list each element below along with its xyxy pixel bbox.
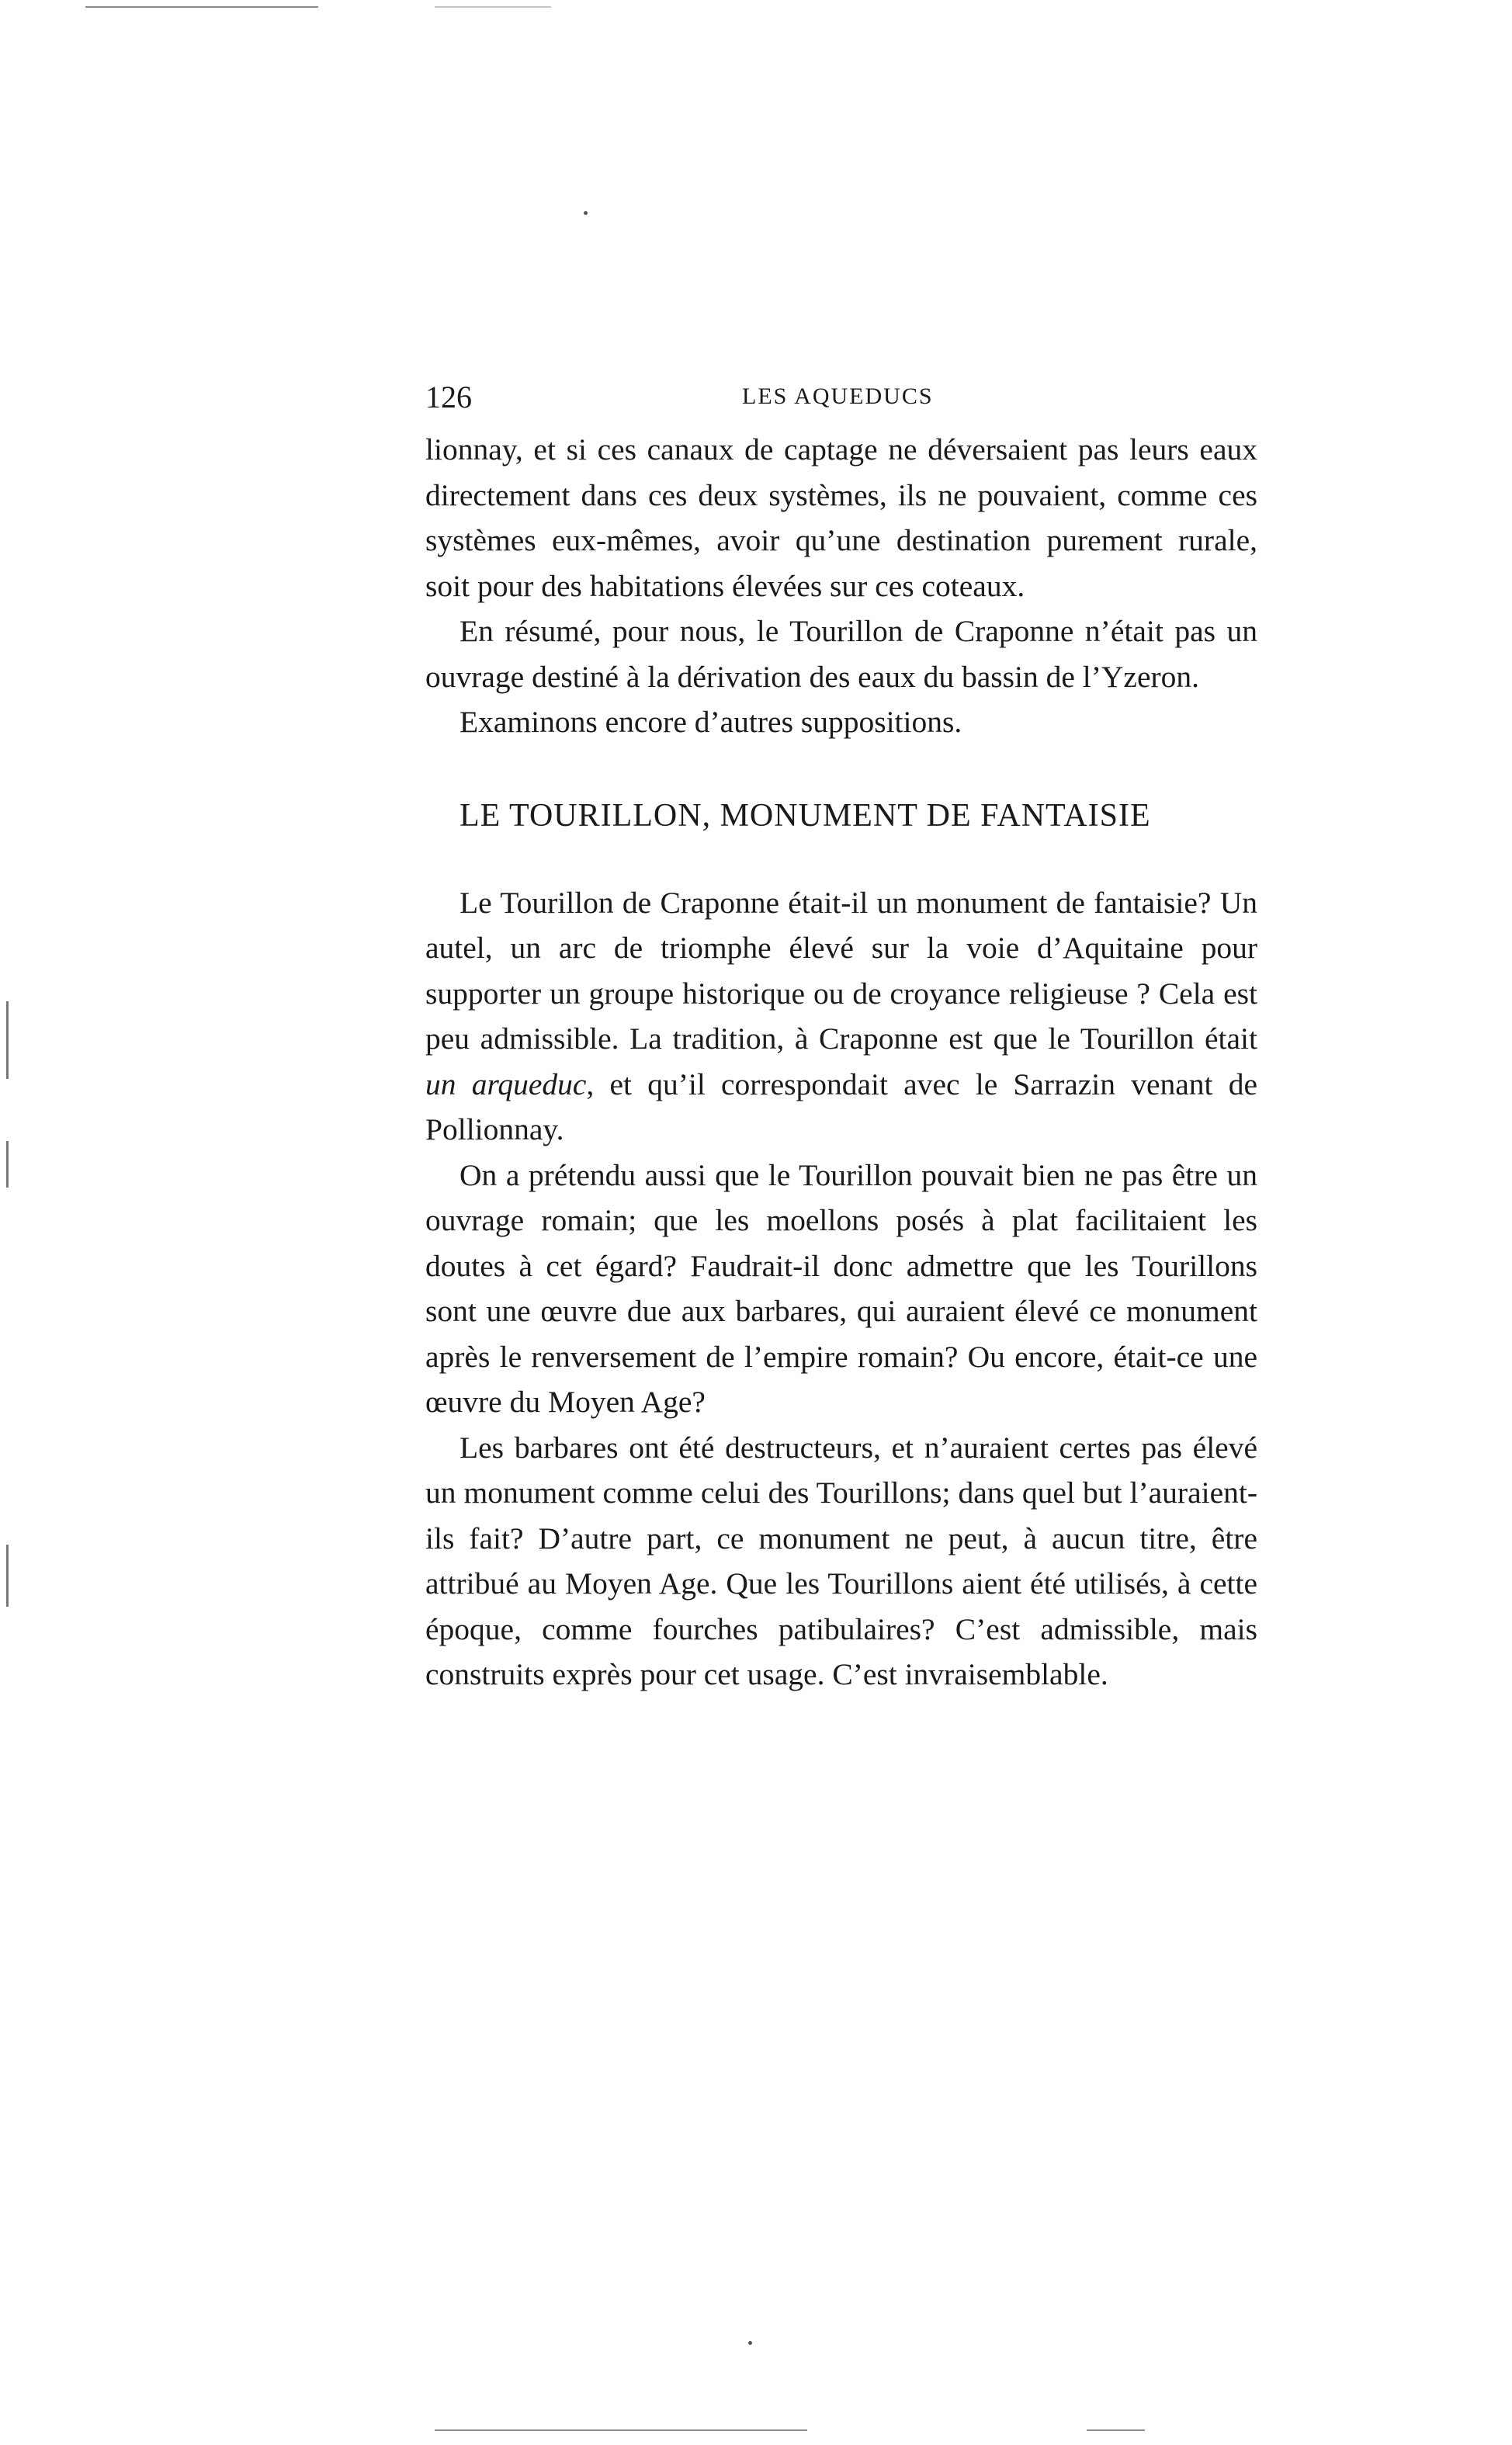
margin-mark-2 [6, 1141, 9, 1188]
section-title: LE TOURILLON, MONUMENT DE FANTAISIE [459, 797, 1151, 834]
body-text [425, 427, 1257, 1698]
scan-edge-top-mid [435, 6, 551, 8]
paragraph-fantaisie [425, 880, 1257, 1153]
scan-speck-bottom [748, 2341, 752, 2345]
paragraph-fantaisie-end: , et qu’il correspondait avec le Sarrazin venant de Pollionnay. [425, 1066, 1257, 1146]
page-number: 126 [425, 380, 472, 414]
paragraph-transition: Examinons encore d’autres suppositions. [459, 705, 962, 739]
running-head [425, 373, 1257, 427]
running-title: LES AQUEDUCS [742, 383, 934, 409]
paragraph-barbares: Les barbares ont été destructeurs, et n’auraient certes pas élevé un monument comme celui des Tourillons; dans quel but l’auraient-ils fait? D’autre part, ce monument ne peut, à aucun titre, être attribué au Moyen Age. Que les Tourillons aient été utilisés, à cette époque, comme fourches patibulaires? C’est admissible, mais construits exprès pour cet usage. C’est invraisemblable. [425, 1430, 1257, 1691]
paragraph-origine: On a prétendu aussi que le Tourillon pouvait bien ne pas être un ouvrage romain; que les moellons posés à plat facilitaient les doutes à cet égard? Faudrait-il donc admettre que les Tourillons sont une œuvre due aux barbares, qui auraient élevé ce monument après le renversement de l’empire romain? Ou encore, était-ce une œuvre du Moyen Age? [425, 1157, 1257, 1419]
scan-edge-bottom [435, 2429, 807, 2431]
paragraph-fantaisie-text: Le Tourillon de Craponne était-il un monument de fantaisie? Un autel, un arc de triomphe élevé sur la voie d’Aquitaine pour supporter un groupe historique ou de croyance religieuse ? Cela est peu admissible. La tradition, à Craponne est que le Tourillon était [425, 885, 1257, 1056]
book-page [425, 373, 1257, 1698]
italic-arqueduc: un arqueduc [425, 1066, 587, 1101]
scan-edge-top-left [85, 6, 318, 8]
paragraph-continuation: lionnay, et si ces canaux de captage ne déversaient pas leurs eaux directement dans ces deux systèmes, ils ne pouvaient, comme ces systèmes eux-mêmes, avoir qu’une destination purement rurale, soit pour des habitations élevées sur ces coteaux. [425, 432, 1257, 603]
margin-mark-1 [6, 1001, 9, 1079]
paragraph-summary: En résumé, pour nous, le Tourillon de Craponne n’était pas un ouvrage destiné à la dérivation des eaux du bassin de l’Yzeron. [425, 614, 1257, 694]
scan-speck-top [584, 211, 588, 215]
scan-edge-bottom-right [1087, 2429, 1145, 2431]
margin-mark-3 [6, 1545, 9, 1607]
